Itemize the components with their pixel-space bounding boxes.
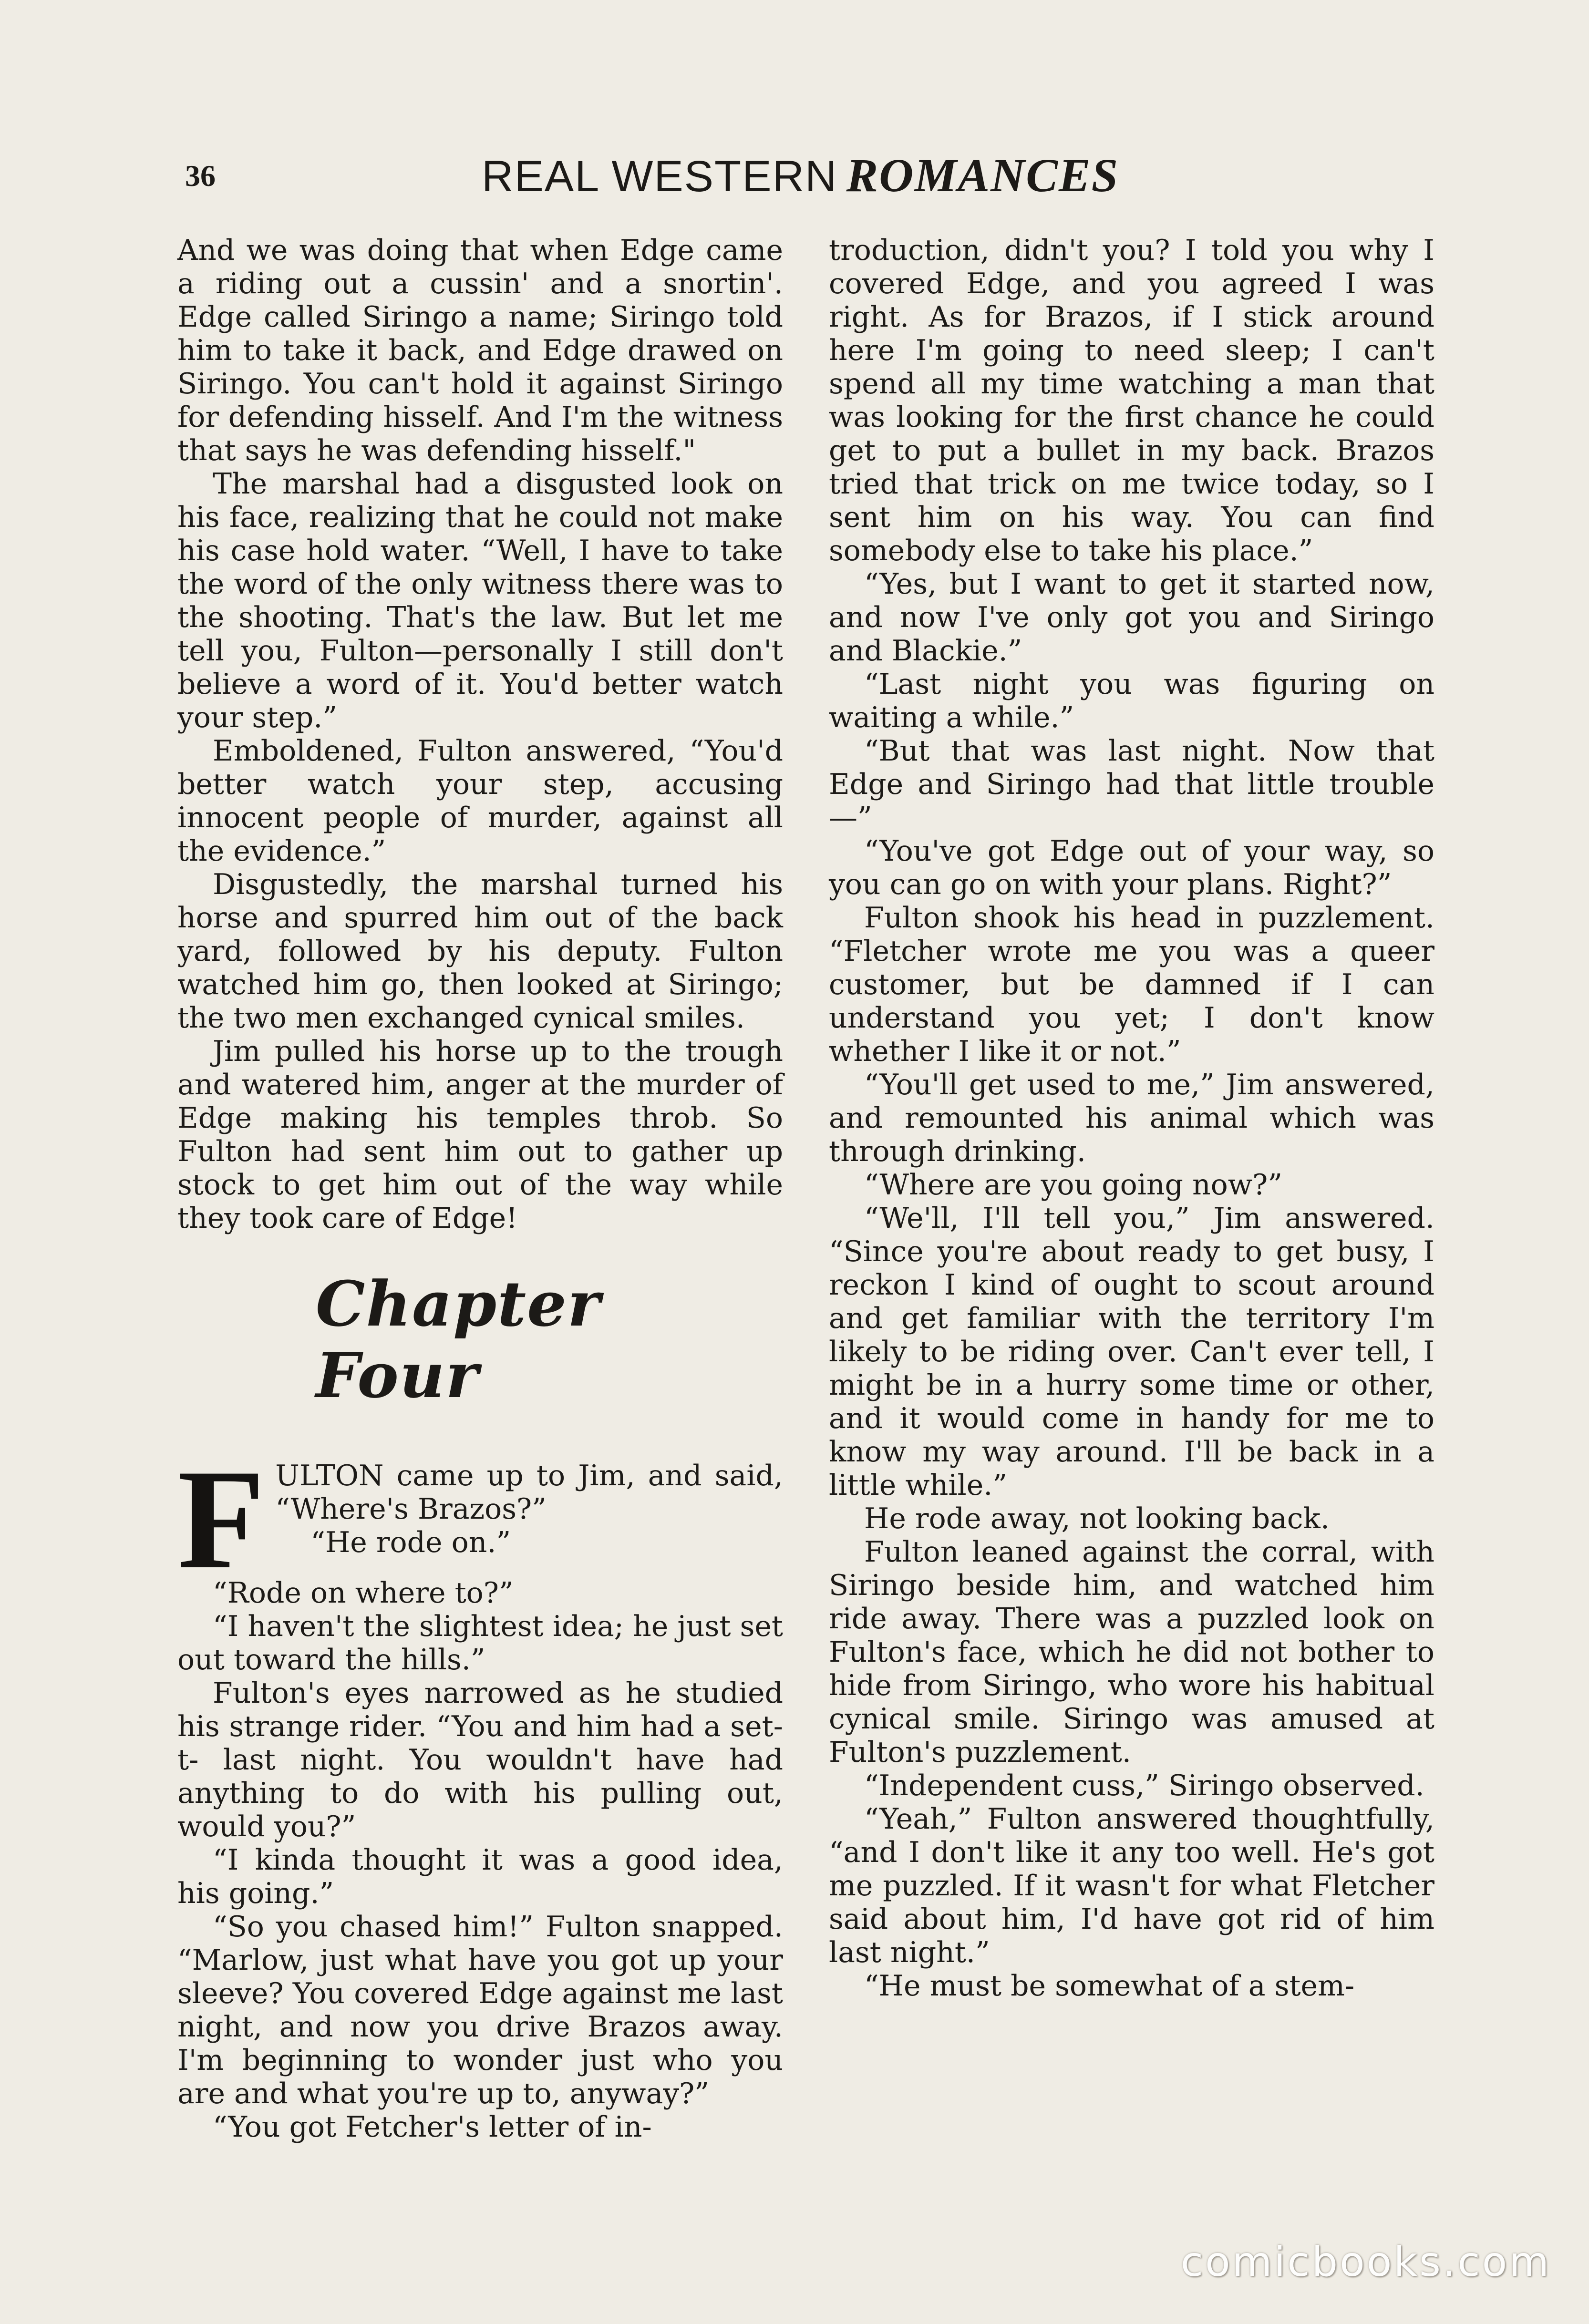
paragraph: “We'll, I'll tell you,” Jim answered. “Since you're about ready to get busy, I reckon I kind of ought to scout around and get familiar with the territory I'm likely to be riding over. Can't ever tell, I might be in a hurry some time or other, and it would come in handy for me to know my way around. I'll be back in a little while.” <box>829 1202 1434 1502</box>
paragraph: “You'll get used to me,” Jim answered, and remounted his animal which was through drinking. <box>829 1068 1434 1168</box>
paragraph: Jim pulled his horse up to the trough and watered him, anger at the murder of Edge making his temples throb. So Fulton had sent him out to gather up stock to get him out of the way while they took care of Edge! <box>177 1035 783 1235</box>
paragraph: “Independent cuss,” Siringo observed. <box>864 1769 1424 1802</box>
left-column <box>177 234 783 2144</box>
paragraph: “Last night you was figuring on waiting a while.” <box>829 668 1434 734</box>
right-column <box>829 234 1434 2003</box>
magazine-title <box>482 148 1119 203</box>
paragraph: Fulton leaned against the corral, with Siringo beside him, and watched him ride away. There was a puzzled look on Fulton's face, which he did not bother to hide from Siringo, who wore his habitual cynical smile. Siringo was amused at Fulton's puzzlement. <box>829 1535 1434 1769</box>
paragraph: “You got Fetcher's letter of in- <box>213 2110 652 2144</box>
paragraph: Fulton shook his head in puzzlement. “Fletcher wrote me you was a queer customer, but be damned if I can understand you yet; I don't know whether I like it or not.” <box>829 901 1434 1068</box>
paragraph: Fulton's eyes narrowed as he studied his strange rider. “You and him had a set-t- last night. You wouldn't have had anything to do with his pulling out, would you?” <box>177 1676 783 1843</box>
paragraph: Emboldened, Fulton answered, “You'd better watch your step, accusing innocent people of murder, against all the evidence.” <box>177 734 783 868</box>
paragraph: “You've got Edge out of your way, so you can go on with your plans. Right?” <box>829 834 1434 901</box>
magazine-title-plain: REAL WESTERN <box>482 152 838 201</box>
paragraph: troduction, didn't you? I told you why I covered Edge, and you agreed I was right. As for Brazos, if I stick around here I'm going to need sleep; I can't spend all my time watching a man that was looking for the first chance he could get to put a bullet in my back. Brazos tried that trick on me twice today, so I sent him on his way. You can find somebody else to take his place.” <box>829 234 1434 567</box>
page-header <box>176 148 1435 219</box>
paragraph: “Yes, but I want to get it started now, and now I've only got you and Siringo and Blackie.” <box>829 567 1434 668</box>
paragraph: Disgustedly, the marshal turned his horse and spurred him out of the back yard, followed by his deputy. Fulton watched him go, then looked at Siringo; the two men exchanged cynical smiles. <box>177 868 783 1035</box>
drop-cap: F <box>177 1459 265 1576</box>
paragraph: And we was doing that when Edge came a riding out a cussin' and a snortin'. Edge called Siringo a name; Siringo told him to take it back, and Edge drawed on Siringo. You can't hold it against Siringo for defending hisself. And I'm the witness that says he was defending hisself." <box>177 234 783 467</box>
watermark: comicbooks.com <box>1180 2238 1551 2286</box>
opening-paragraph: ULTON came up to Jim, and said, “Where's Brazos?” <box>275 1459 783 1526</box>
chapter-opening <box>177 1459 783 1576</box>
paragraph: “He must be somewhat of a stem- <box>864 1969 1355 2003</box>
paragraph: “But that was last night. Now that Edge and Siringo had that little trouble—” <box>829 734 1434 834</box>
chapter-heading: Chapter Four <box>316 1267 601 1412</box>
paragraph: He rode away, not looking back. <box>864 1502 1330 1535</box>
paragraph: “So you chased him!” Fulton snapped. “Marlow, just what have you got up your sleeve? You covered Edge against me last night, and now you drive Brazos away. I'm beginning to wonder just who you are and what you're up to, anyway?” <box>177 1910 783 2110</box>
magazine-title-emphasis: ROMANCES <box>846 149 1119 202</box>
paragraph: “Where are you going now?” <box>864 1168 1283 1202</box>
paragraph: “I haven't the slightest idea; he just set out toward the hills.” <box>177 1610 783 1676</box>
page-number: 36 <box>185 159 216 193</box>
paragraph: “I kinda thought it was a good idea, his going.” <box>177 1843 783 1910</box>
paragraph: “Yeah,” Fulton answered thoughtfully, “and I don't like it any too well. He's got me puzzled. If it wasn't for what Fletcher said about him, I'd have got rid of him last night.” <box>829 1802 1434 1969</box>
paragraph: “He rode on.” <box>310 1526 511 1559</box>
paragraph: The marshal had a disgusted look on his face, realizing that he could not make his case hold water. “Well, I have to take the word of the only witness there was to the shooting. That's the law. But let me tell you, Fulton—personally I still don't believe a word of it. You'd better watch your step.” <box>177 467 783 734</box>
paragraph: “Rode on where to?” <box>213 1576 514 1610</box>
